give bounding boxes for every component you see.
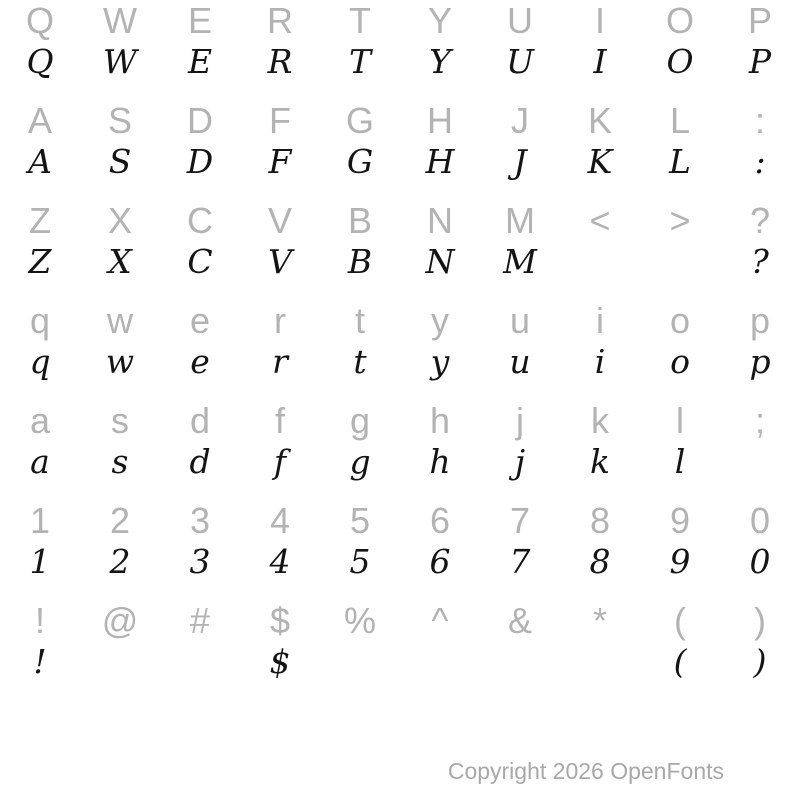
reference-glyph: L — [669, 100, 691, 141]
specimen-glyph — [560, 242, 640, 300]
specimen-glyph: 1 — [29, 542, 51, 581]
reference-glyph: D — [187, 100, 213, 141]
reference-row-uppercase-home-row — [0, 100, 800, 142]
reference-row-uppercase-bottom-row — [0, 200, 800, 242]
specimen-glyph: K — [587, 142, 613, 181]
specimen-glyph: $ — [269, 642, 291, 681]
reference-glyph: 5 — [349, 500, 371, 541]
reference-glyph: O — [665, 0, 694, 41]
reference-glyph: ( — [674, 600, 686, 641]
specimen-glyph: Z — [28, 242, 52, 281]
reference-glyph: y — [431, 300, 449, 341]
reference-row-lowercase-home-row — [0, 400, 800, 442]
reference-glyph: 6 — [429, 500, 451, 541]
specimen-glyph: h — [429, 442, 451, 481]
reference-glyph: h — [429, 400, 451, 441]
reference-glyph: C — [187, 200, 213, 241]
specimen-glyph: U — [506, 42, 534, 81]
specimen-glyph: 2 — [109, 542, 131, 581]
specimen-glyph: : — [754, 142, 766, 181]
specimen-glyph: P — [748, 42, 772, 81]
reference-glyph: ? — [749, 200, 771, 241]
reference-glyph: j — [516, 400, 524, 441]
reference-glyph: t — [354, 300, 365, 341]
reference-glyph: @ — [101, 600, 139, 641]
reference-glyph: P — [747, 0, 772, 41]
reference-glyph: B — [347, 200, 372, 241]
specimen-row-digits-row — [0, 542, 800, 600]
specimen-glyph: j — [514, 442, 526, 481]
reference-glyph: $ — [269, 600, 291, 641]
specimen-glyph: f — [273, 442, 287, 481]
specimen-glyph: w — [105, 342, 135, 381]
reference-glyph: k — [591, 400, 609, 441]
reference-glyph: e — [189, 300, 211, 341]
reference-glyph: V — [267, 200, 292, 241]
specimen-glyph: A — [28, 142, 52, 181]
reference-glyph: p — [749, 300, 771, 341]
specimen-glyph: L — [669, 142, 691, 181]
reference-glyph: < — [589, 200, 611, 241]
reference-glyph: T — [349, 0, 371, 41]
glyph-group-uppercase-bottom-row — [0, 200, 800, 300]
specimen-glyph: o — [670, 342, 690, 381]
reference-row-lowercase-top-row — [0, 300, 800, 342]
specimen-glyph: D — [186, 142, 214, 181]
specimen-glyph: y — [430, 342, 450, 381]
specimen-glyph: i — [594, 342, 606, 381]
specimen-row-uppercase-top-row — [0, 42, 800, 100]
specimen-glyph: S — [108, 142, 132, 181]
reference-glyph: K — [587, 100, 612, 141]
reference-glyph: r — [274, 300, 286, 341]
specimen-glyph: G — [346, 142, 374, 181]
glyph-group-lowercase-top-row — [0, 300, 800, 400]
reference-glyph: ) — [754, 600, 766, 641]
specimen-glyph — [640, 242, 720, 300]
specimen-glyph: 5 — [349, 542, 371, 581]
reference-row-uppercase-top-row — [0, 0, 800, 42]
specimen-row-uppercase-home-row — [0, 142, 800, 200]
specimen-glyph: s — [111, 442, 129, 481]
specimen-glyph: X — [108, 242, 132, 281]
reference-glyph: u — [509, 300, 531, 341]
specimen-glyph: p — [749, 342, 771, 381]
reference-glyph: J — [511, 100, 529, 141]
specimen-glyph: ( — [673, 642, 687, 681]
reference-glyph: 2 — [109, 500, 131, 541]
specimen-glyph: g — [349, 442, 371, 481]
reference-glyph: a — [29, 400, 51, 441]
glyph-group-uppercase-home-row — [0, 100, 800, 200]
reference-glyph: Y — [427, 0, 452, 41]
reference-glyph: ; — [754, 400, 765, 441]
glyph-group-lowercase-home-row — [0, 400, 800, 500]
reference-glyph: 9 — [669, 500, 691, 541]
specimen-glyph — [320, 642, 400, 700]
reference-glyph: E — [187, 0, 212, 41]
specimen-glyph: k — [590, 442, 610, 481]
specimen-glyph — [400, 642, 480, 700]
reference-glyph: s — [111, 400, 129, 441]
specimen-glyph — [480, 642, 560, 700]
reference-glyph: * — [592, 600, 607, 641]
specimen-glyph: ) — [753, 642, 767, 681]
reference-glyph: 8 — [589, 500, 611, 541]
specimen-glyph — [560, 642, 640, 700]
reference-glyph: Z — [29, 200, 51, 241]
specimen-glyph: O — [666, 42, 694, 81]
reference-glyph: : — [754, 100, 765, 141]
reference-glyph: X — [107, 200, 132, 241]
reference-glyph: A — [27, 100, 52, 141]
reference-glyph: & — [507, 600, 532, 641]
reference-glyph: g — [349, 400, 371, 441]
reference-glyph: d — [189, 400, 211, 441]
specimen-glyph: E — [187, 42, 213, 81]
reference-glyph: S — [107, 100, 132, 141]
reference-row-symbols-row — [0, 600, 800, 642]
reference-glyph: N — [427, 200, 453, 241]
specimen-glyph: 9 — [669, 542, 691, 581]
reference-glyph: l — [676, 400, 684, 441]
specimen-glyph: r — [272, 342, 288, 381]
specimen-glyph: 6 — [429, 542, 451, 581]
specimen-row-lowercase-home-row — [0, 442, 800, 500]
specimen-glyph: N — [425, 242, 455, 281]
specimen-glyph: J — [513, 142, 527, 181]
specimen-glyph — [160, 642, 240, 700]
reference-glyph: q — [29, 300, 51, 341]
reference-glyph: # — [189, 600, 211, 641]
reference-glyph: ! — [34, 600, 45, 641]
specimen-glyph: V — [268, 242, 292, 281]
glyph-group-symbols-row — [0, 600, 800, 700]
specimen-glyph: T — [348, 42, 371, 81]
reference-glyph: 4 — [269, 500, 291, 541]
reference-glyph: R — [267, 0, 293, 41]
reference-glyph: i — [596, 300, 604, 341]
reference-glyph: Q — [25, 0, 54, 41]
copyright-notice: Copyright 2026 OpenFonts — [447, 758, 724, 784]
specimen-glyph: Y — [429, 42, 451, 81]
specimen-glyph: I — [593, 42, 607, 81]
specimen-row-lowercase-top-row — [0, 342, 800, 400]
reference-glyph: F — [269, 100, 291, 141]
specimen-glyph: C — [187, 242, 213, 281]
reference-glyph: G — [345, 100, 374, 141]
reference-glyph: 3 — [189, 500, 211, 541]
specimen-glyph: B — [347, 242, 373, 281]
reference-glyph: w — [107, 300, 133, 341]
reference-row-digits-row — [0, 500, 800, 542]
glyph-group-digits-row — [0, 500, 800, 600]
specimen-glyph: ! — [33, 642, 47, 681]
reference-glyph: 1 — [29, 500, 51, 541]
specimen-glyph: ? — [751, 242, 769, 281]
glyph-group-uppercase-top-row — [0, 0, 800, 100]
specimen-glyph: H — [425, 142, 455, 181]
reference-glyph: I — [594, 0, 605, 41]
reference-glyph: U — [507, 0, 533, 41]
specimen-glyph: u — [509, 342, 531, 381]
specimen-glyph: Q — [26, 42, 54, 81]
specimen-glyph: W — [103, 42, 137, 81]
specimen-row-symbols-row — [0, 642, 800, 700]
reference-glyph: ^ — [431, 600, 449, 641]
specimen-glyph: e — [190, 342, 210, 381]
reference-glyph: > — [669, 200, 691, 241]
reference-glyph: H — [427, 100, 453, 141]
specimen-glyph: F — [268, 142, 292, 181]
specimen-glyph: 3 — [189, 542, 211, 581]
specimen-glyph: 0 — [749, 542, 771, 581]
specimen-glyph: M — [503, 242, 537, 281]
specimen-glyph — [720, 442, 800, 500]
reference-glyph: f — [274, 400, 285, 441]
specimen-glyph: t — [353, 342, 367, 381]
specimen-glyph: R — [267, 42, 293, 81]
specimen-glyph — [80, 642, 160, 700]
reference-glyph: 0 — [749, 500, 771, 541]
specimen-row-uppercase-bottom-row — [0, 242, 800, 300]
specimen-glyph: a — [30, 442, 50, 481]
reference-glyph: W — [103, 0, 137, 41]
specimen-glyph: l — [674, 442, 686, 481]
specimen-glyph: 7 — [509, 542, 531, 581]
specimen-glyph: 8 — [589, 542, 611, 581]
reference-glyph: 7 — [509, 500, 531, 541]
specimen-glyph: d — [189, 442, 211, 481]
reference-glyph: % — [343, 600, 376, 641]
reference-glyph: o — [669, 300, 691, 341]
specimen-glyph: 4 — [269, 542, 291, 581]
reference-glyph: M — [505, 200, 535, 241]
specimen-glyph: q — [29, 342, 51, 381]
